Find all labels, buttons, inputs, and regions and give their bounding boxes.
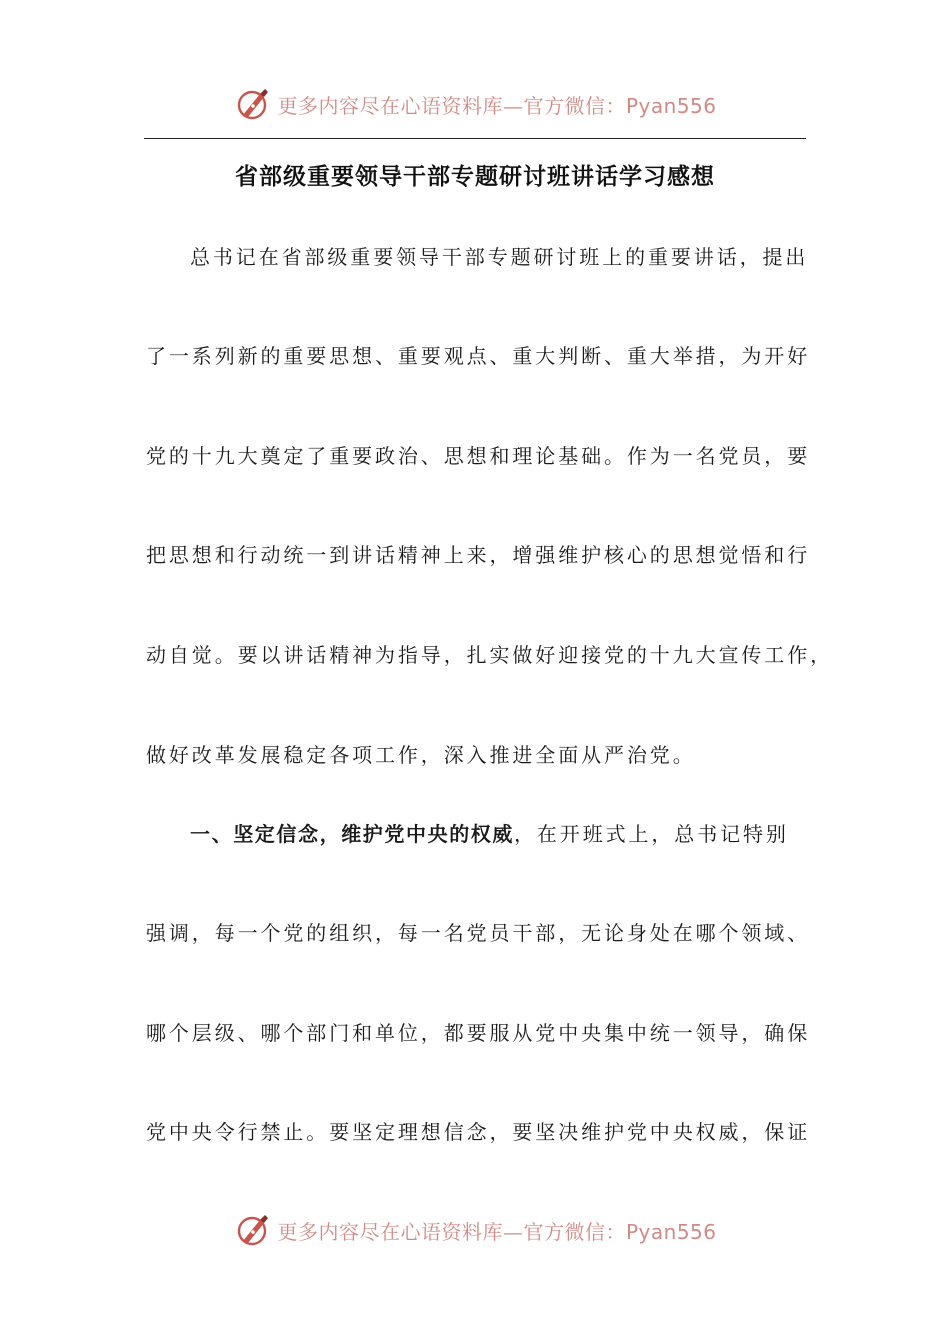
footer-watermark	[0, 1208, 950, 1252]
paragraph-line: 党的十九大奠定了重要政治、思想和理论基础。作为一名党员，要	[146, 444, 811, 468]
document-title: 省部级重要领导干部专题研讨班讲话学习感想	[235, 164, 715, 190]
section-heading-line	[190, 820, 870, 848]
watermark-text: 更多内容尽在心语资料库—官方微信：Pyan556	[277, 1219, 717, 1244]
paragraph-line: 把思想和行动统一到讲话精神上来，增强维护核心的思想觉悟和行	[146, 543, 811, 567]
paragraph-line: 动自觉。要以讲话精神为指导，扎实做好迎接党的十九大宣传工作，	[146, 643, 833, 667]
paragraph-line: 做好改革发展稳定各项工作，深入推进全面从严治党。	[146, 743, 696, 767]
paragraph-line: 哪个层级、哪个部门和单位，都要服从党中央集中统一领导，确保	[146, 1021, 811, 1045]
paragraph-line: 总书记在省部级重要领导干部专题研讨班上的重要讲话，提出	[190, 245, 809, 269]
paragraph-line: 了一系列新的重要思想、重要观点、重大判断、重大举措，为开好	[146, 344, 811, 368]
header-watermark	[0, 82, 950, 126]
paragraph-line: 强调，每一个党的组织，每一名党员干部，无论身处在哪个领域、	[146, 921, 811, 945]
pen-nib-circle-logo-icon	[233, 84, 273, 124]
watermark-text: 更多内容尽在心语资料库—官方微信：Pyan556	[277, 93, 717, 118]
pen-nib-circle-logo-icon	[233, 1210, 273, 1250]
paragraph-line: 党中央令行禁止。要坚定理想信念，要坚决维护党中央权威，保证	[146, 1120, 811, 1144]
section-heading: 一、坚定信念，维护党中央的权威	[190, 822, 514, 846]
header-divider	[144, 138, 806, 139]
section-heading-rest: ，在开班式上，总书记特别	[514, 822, 789, 846]
